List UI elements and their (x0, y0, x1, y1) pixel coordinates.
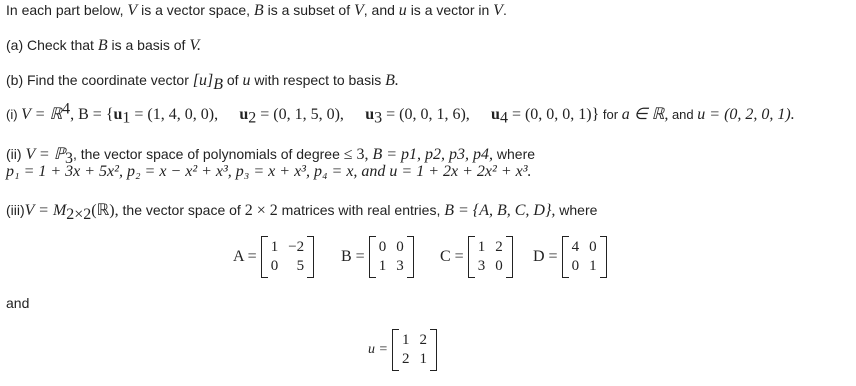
matrix-label: D = (533, 248, 558, 265)
vec-u1-value: = (1, 4, 0, 0), (130, 106, 219, 123)
matrix-cell: 4 (571, 239, 580, 255)
part-iii-text: where (559, 202, 598, 218)
part-iii-label: (iii) (6, 202, 25, 218)
matrix-cell: 0 (378, 239, 387, 255)
part-iii-text: matrices with real entries, (281, 202, 441, 218)
eq-V: V = ℙ (25, 146, 65, 163)
bracket-right (307, 236, 314, 278)
eq-V: V = M (24, 202, 67, 219)
part-i (6, 100, 795, 127)
matrix-cell: 0 (571, 258, 580, 274)
var-u: u (398, 2, 407, 19)
matrix-B (341, 236, 414, 278)
vec-u3: u (365, 106, 375, 123)
matrix-A (233, 236, 314, 278)
part-b-text: (b) Find the coordinate vector (6, 72, 189, 88)
eq-B: , B = { (70, 106, 114, 123)
vec-u2: u (239, 106, 249, 123)
intro-line (6, 1, 507, 20)
var-u: u (242, 72, 251, 89)
var-B: B. (385, 72, 399, 89)
part-a-text: (a) Check that (6, 37, 94, 53)
matrix-label: A = (233, 248, 257, 265)
and-label: and (6, 295, 30, 311)
part-b-text: of (226, 72, 239, 88)
matrix-cell: 1 (401, 332, 410, 348)
bracket-left (369, 236, 376, 278)
matrix-D (533, 236, 607, 278)
matrix-cell: 1 (378, 258, 387, 274)
part-ii-text: where (496, 146, 536, 162)
vec-u2-value: = (0, 1, 5, 0), (256, 106, 344, 123)
vec-u3-value: = (0, 0, 1, 6), (382, 106, 470, 123)
matrix-cell: 1 (419, 351, 427, 367)
matrix-cell: 2 (401, 351, 410, 367)
part-i-text: and (671, 107, 694, 122)
bracket-right (407, 236, 414, 278)
eq-sup: 4 (62, 100, 71, 118)
part-b-text: with respect to basis (254, 72, 382, 88)
vec-sub: 3 (374, 109, 383, 127)
eq-u: u = (0, 2, 0, 1). (697, 106, 795, 123)
matrix-label: C = (440, 248, 464, 265)
matrix-cell: 5 (296, 258, 305, 274)
eq-R: (ℝ), (91, 202, 119, 219)
matrix-cell: −2 (288, 239, 305, 255)
part-ii-label: (ii) (6, 146, 22, 162)
part-a (6, 36, 201, 55)
vec-u4-value: = (0, 0, 0, 1)} (507, 106, 600, 123)
intro-text: In each part below, (6, 2, 124, 18)
matrix-u (368, 329, 437, 371)
matrix-label: u = (368, 342, 388, 357)
bracket-right (506, 236, 513, 278)
matrix-C (440, 236, 513, 278)
matrix-cell: 0 (589, 239, 597, 255)
matrix-cell: 3 (396, 258, 404, 274)
matrix-cell: 3 (477, 258, 486, 274)
matrix-cell: 2 (419, 332, 427, 348)
part-i-label: (i) (6, 107, 18, 122)
eq-sub: 2×2 (66, 205, 92, 223)
var-V: V. (189, 37, 202, 54)
eq-a: a ∈ ℝ, (621, 106, 669, 123)
bracket-left (392, 329, 399, 371)
eq-dims: 2 × 2 (244, 202, 278, 219)
part-a-text: is a basis of (111, 37, 186, 53)
intro-text: , and (363, 2, 395, 18)
vec-u1: u (113, 106, 123, 123)
matrix-cell: 1 (477, 239, 486, 255)
var-B: B (97, 37, 108, 54)
bracket-left (562, 236, 569, 278)
intro-text: is a subset of (267, 2, 351, 18)
part-i-text: for (602, 107, 619, 122)
coord-vector-sub: B (213, 75, 223, 93)
matrix-cell: 2 (495, 239, 503, 255)
coord-vector: [u] (192, 72, 214, 89)
part-iii (6, 201, 598, 223)
eq-list: 1, p2, p3, p4, (409, 146, 494, 163)
bracket-right (600, 236, 607, 278)
part-ii-text: , the vector space of polynomials of degree (72, 146, 340, 162)
var-V: V (493, 2, 503, 19)
bracket-left (468, 236, 475, 278)
matrix-cell: 0 (495, 258, 503, 274)
eq-V: V = ℝ (21, 106, 63, 123)
bracket-left (261, 236, 268, 278)
intro-text: is a vector space, (141, 2, 251, 18)
matrix-cell: 1 (589, 258, 597, 274)
bracket-right (430, 329, 437, 371)
part-ii (6, 145, 536, 167)
intro-text: . (502, 2, 507, 18)
part-iii-text: the vector space of (122, 202, 241, 218)
vec-sub: 1 (122, 109, 131, 127)
part-b (6, 71, 399, 93)
part-ii-polys: p₁ = 1 + 3x + 5x², p₂ = x − x² + x³, p₃ = x + x³, p₄ = x, and u = 1 + 2x + 2x² + x³. (6, 163, 532, 180)
var-V: V (127, 2, 138, 19)
matrix-label: B = (341, 248, 365, 265)
matrix-cell: 0 (270, 258, 279, 274)
vec-sub: 2 (248, 109, 257, 127)
var-B: B (253, 2, 264, 19)
eq-set: B = {A, B, C, D}, (444, 202, 556, 219)
intro-text: is a vector in (410, 2, 490, 18)
var-V: V (353, 2, 364, 19)
eq-sub: 3 (64, 149, 73, 167)
vec-u4: u (491, 106, 500, 123)
matrix-cell: 1 (270, 239, 279, 255)
matrix-cell: 0 (396, 239, 404, 255)
eq-leq: ≤ 3, (343, 146, 369, 163)
vec-sub: 4 (499, 109, 508, 127)
eq-B: B = p (372, 146, 410, 163)
